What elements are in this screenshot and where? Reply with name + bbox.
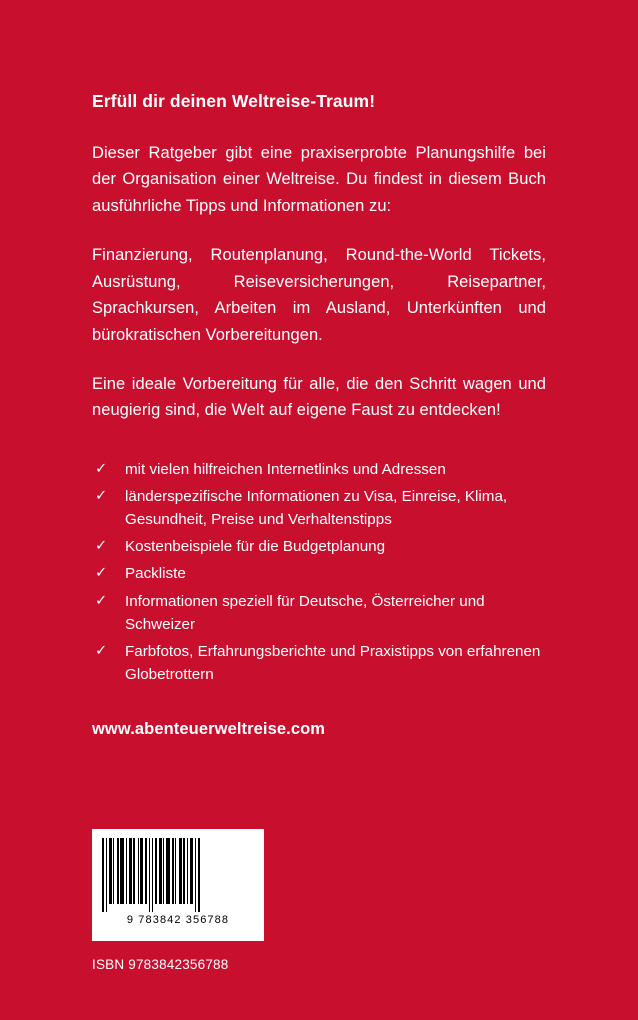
- closing-paragraph: Eine ideale Vorbereitung für alle, die den Schritt wagen und neugierig sind, die Welt auf eigene Faust zu entdecken!: [92, 374, 546, 420]
- list-item: [92, 590, 546, 636]
- list-item: [92, 458, 546, 481]
- check-icon: ✓: [95, 592, 108, 609]
- list-item-label: länderspezifische Informationen zu Visa, Einreise, Klima, Gesundheit, Preise und Verhaltenstipps: [125, 488, 508, 529]
- list-item-label: mit vielen hilfreichen Internetlinks und Adressen: [125, 461, 446, 479]
- barcode-digits: 9 783842 356788: [126, 914, 230, 926]
- list-item-label: Kostenbeispiele für die Budgetplanung: [125, 538, 386, 556]
- list-item-label: Farbfotos, Erfahrungsberichte und Praxistipps von erfahrenen Globetrottern: [125, 642, 541, 683]
- topics-paragraph: Finanzierung, Routenplanung, Round-the-World Tickets, Ausrüstung, Reiseversicherungen, Reisepartner, Sprachkursen, Arbeiten im Ausland, Unterkünften und bürokratischen Vorbereitungen.: [92, 245, 546, 344]
- isbn-label: ISBN 9783842356788: [92, 957, 229, 972]
- list-item-label: Informationen speziell für Deutsche, Österreicher und Schweizer: [125, 592, 485, 633]
- list-item: [92, 535, 546, 558]
- list-item-label: Packliste: [125, 565, 186, 583]
- list-item: [92, 562, 546, 585]
- barcode-area: [92, 829, 392, 972]
- check-icon: ✓: [95, 642, 108, 659]
- check-icon: ✓: [95, 538, 108, 555]
- page-title: Erfüll dir deinen Weltreise-Traum!: [92, 91, 376, 111]
- check-icon: ✓: [95, 565, 108, 582]
- intro-paragraph: Dieser Ratgeber gibt eine praxiserprobte Planungshilfe bei der Organisation einer Weltreise. Du findest in diesem Buch ausführliche Tipps und Informationen zu:: [92, 143, 546, 216]
- barcode-bars: [102, 838, 254, 912]
- list-item: [92, 640, 546, 686]
- check-icon: ✓: [95, 488, 108, 505]
- list-item: [92, 485, 546, 531]
- barcode: [92, 829, 264, 941]
- feature-list: [92, 458, 546, 686]
- website-url[interactable]: www.abenteuerweltreise.com: [92, 719, 326, 738]
- check-icon: ✓: [95, 461, 108, 478]
